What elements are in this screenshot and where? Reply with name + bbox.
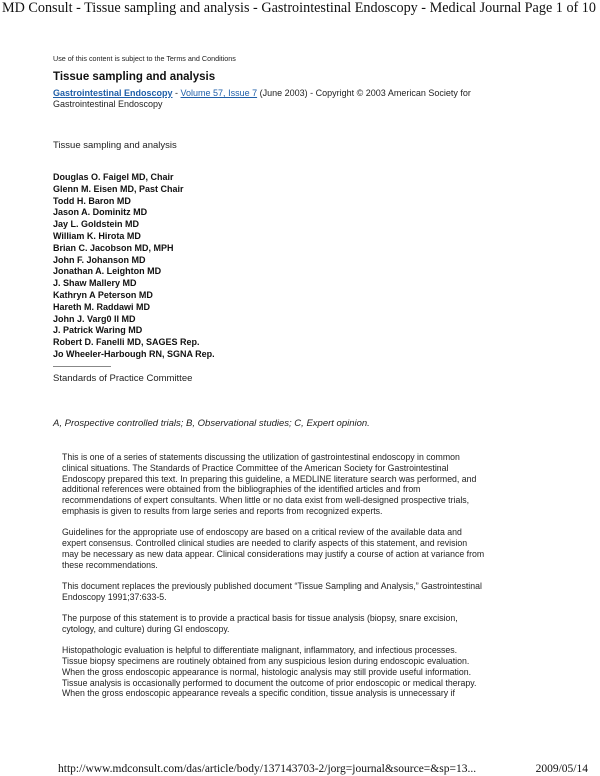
evidence-key: A, Prospective controlled trials; B, Observational studies; C, Expert opinion. — [53, 418, 370, 429]
author: Jason A. Dominitz MD — [53, 207, 148, 218]
issue-date: (June 2003) — [257, 88, 308, 98]
text-line: This document replaces the previously published document “Tissue Sampling and Analysis,” Gastrointestinal — [62, 580, 482, 591]
text-line: Tissue analysis is occasionally performed to document the outcome of prior endoscopic or medical therapy. — [62, 677, 477, 688]
text-line: When the gross endoscopic appearance is normal, histologic analysis may still provide useful information. — [62, 666, 472, 677]
text-line: This is one of a series of statements discussing the utilization of gastrointestinal endoscopy in common — [62, 452, 460, 462]
copyright-line-2: Gastrointestinal Endoscopy — [53, 99, 163, 109]
text-line: cytology, and culture) during GI endoscopy. — [62, 623, 230, 634]
paragraph — [62, 645, 550, 699]
paragraph — [62, 527, 550, 570]
author: Robert D. Fanelli MD, SAGES Rep. — [53, 337, 200, 348]
author: Jo Wheeler-Harbough RN, SGNA Rep. — [53, 348, 215, 359]
author: John J. Varg0 II MD — [53, 313, 136, 324]
committee-name: Standards of Practice Committee — [53, 373, 193, 384]
terms-notice — [53, 54, 236, 63]
article-title: Tissue sampling and analysis — [53, 71, 216, 83]
print-footer-date: 2009/05/14 — [535, 763, 588, 775]
print-header-page: Page 1 of 10 — [524, 0, 596, 16]
author: John F. Johanson MD — [53, 254, 146, 265]
paragraph — [62, 452, 550, 517]
paragraph — [62, 581, 550, 603]
copyright-line-1: - Copyright © 2003 American Society for — [307, 88, 471, 98]
text-line: Tissue biopsy specimens are routinely obtained from any suspicious lesion during endoscopic evaluation. — [62, 655, 470, 666]
text-line: Guidelines for the appropriate use of endoscopy are based on a critical review of the available data and — [62, 527, 462, 538]
author: Jonathan A. Leighton MD — [53, 266, 162, 277]
text-line: When the gross endoscopic appearance reveals a specific condition, tissue analysis is unnecessary if — [62, 688, 455, 699]
text-line: Endoscopy 1991;37:633-5. — [62, 591, 167, 602]
section-divider — [53, 366, 111, 367]
article-subtitle: Tissue sampling and analysis — [53, 140, 177, 151]
print-header — [0, 0, 600, 20]
author: William K. Hirota MD — [53, 230, 141, 241]
author: Brian C. Jacobson MD, MPH — [53, 242, 174, 253]
article-body — [62, 452, 550, 710]
text-line: clinical situations. The Standards of Practice Committee of the American Society for Gastrointestinal — [62, 462, 449, 473]
text-line: may be necessary as new data appear. Clinical considerations may justify a course of action at variance from — [62, 548, 485, 559]
text-line: emphasis is given to results from large series and reports from recognized experts. — [62, 505, 383, 516]
terms-notice-text: Use of this content is subject to the Terms and Conditions — [53, 54, 236, 63]
print-header-title: MD Consult - Tissue sampling and analysis - Gastrointestinal Endoscopy - Medical Journal — [2, 0, 522, 16]
text-line: additional references were obtained from the bibliographies of the identified articles and from — [62, 484, 421, 495]
author-list — [53, 172, 215, 361]
author: Todd H. Baron MD — [53, 195, 131, 206]
print-footer-url: http://www.mdconsult.com/das/article/body/137143703-2/jorg=journal&source=&sp=13... — [58, 763, 477, 775]
source-separator: - — [172, 88, 181, 98]
text-line: The purpose of this statement is to provide a practical basis for tissue analysis (biopsy, snare excision, — [62, 613, 458, 624]
text-line: Endoscopy prepared this text. In preparing this guideline, a MEDLINE literature search was performed, and — [62, 473, 477, 484]
paragraph — [62, 613, 550, 635]
text-line: Histopathologic evaluation is helpful to differentiate malignant, inflammatory, and infectious processes. — [62, 645, 458, 656]
author: J. Shaw Mallery MD — [53, 278, 137, 289]
issue-link[interactable]: Volume 57, Issue 7 — [180, 88, 258, 98]
author: Hareth M. Raddawi MD — [53, 301, 151, 312]
author: Douglas O. Faigel MD, Chair — [53, 172, 174, 182]
author: Glenn M. Eisen MD, Past Chair — [53, 183, 184, 194]
author: J. Patrick Waring MD — [53, 325, 143, 336]
journal-link[interactable]: Gastrointestinal Endoscopy — [53, 88, 173, 98]
text-line: these recommendations. — [62, 559, 158, 570]
author: Kathryn A Peterson MD — [53, 289, 153, 300]
print-footer — [0, 758, 600, 776]
text-line: expert consensus. Controlled clinical studies are needed to clarify aspects of this statement, and revision — [62, 538, 468, 549]
text-line: recommendations of expert consultants. When little or no data exist from well-designed prospective trials, — [62, 495, 470, 506]
article-source — [53, 88, 553, 110]
author: Jay L. Goldstein MD — [53, 219, 140, 230]
